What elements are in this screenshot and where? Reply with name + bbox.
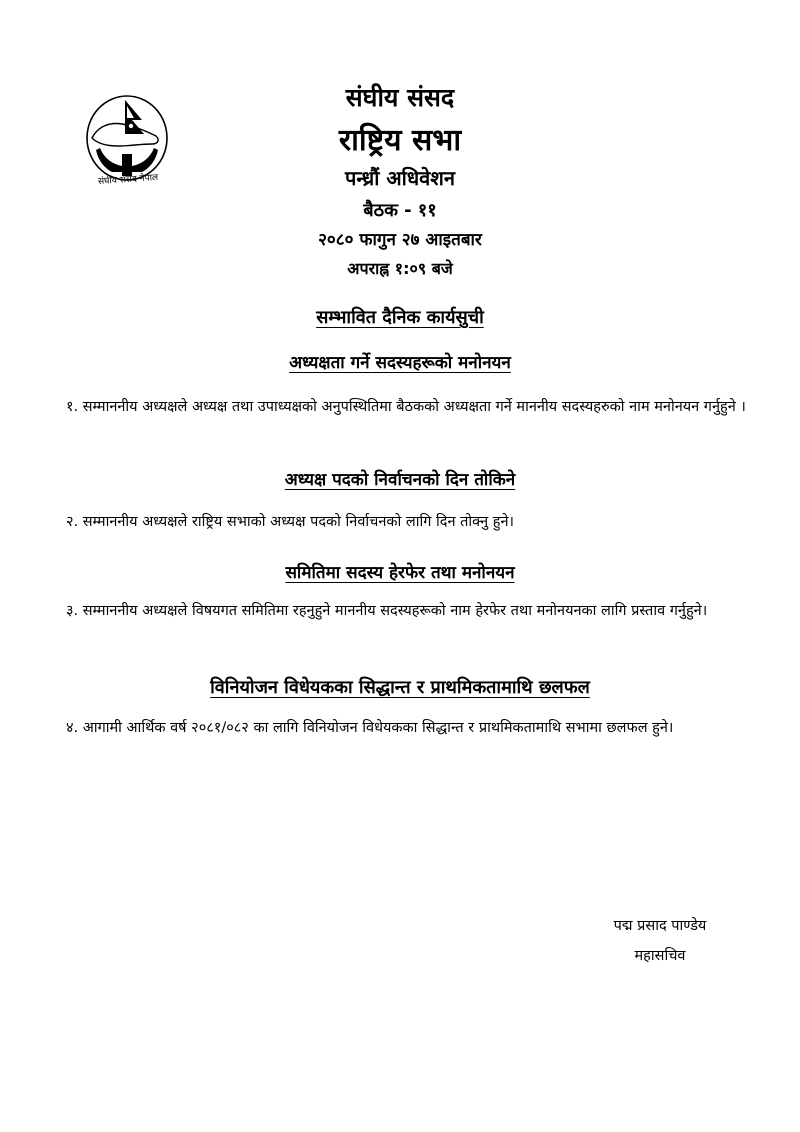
emblem-caption: संघीय संसद नेपाल bbox=[97, 172, 159, 188]
agenda-item: २. सम्माननीय अध्यक्षले राष्ट्रिय सभाको अध्यक्ष पदको निर्वाचनको लागि दिन तोक्नु हुने। bbox=[66, 514, 514, 530]
header-meeting-number: बैठक - ११ bbox=[363, 200, 437, 221]
agenda-item: १. सम्माननीय अध्यक्षले अध्यक्ष तथा उपाध्यक्षको अनुपस्थितिमा बैठकको अध्यक्षता गर्ने माननीय सदस्यहरुको नाम मनोनयन गर्नुहुने । bbox=[66, 399, 746, 415]
section-title: समितिमा सदस्य हेरफेर तथा मनोनयन bbox=[285, 563, 515, 583]
agenda-item: ४. आगामी आर्थिक वर्ष २०८१/०८२ का लागि विनियोजन विधेयकका सिद्धान्त र प्राथमिकतामाथि सभामा छलफल हुने। bbox=[66, 720, 674, 736]
header-date: २०८० फागुन २७ आइतबार bbox=[318, 230, 482, 250]
signatory-title: महासचिव bbox=[634, 948, 686, 964]
section-title: विनियोजन विधेयकका सिद्धान्त र प्राथमिकतामाथि छलफल bbox=[210, 677, 590, 698]
header-national-assembly: राष्ट्रिय सभा bbox=[338, 123, 462, 158]
signatory-name: पद्म प्रसाद पाण्डेय bbox=[613, 918, 707, 934]
agenda-title: सम्भावित दैनिक कार्यसुची bbox=[316, 307, 484, 328]
header-parliament: संघीय संसद bbox=[345, 83, 455, 112]
agenda-item: ३. सम्माननीय अध्यक्षले विषयगत समितिमा रहनुहुने माननीय सदस्यहरूको नाम हेरफेर तथा मनोनयनका लागि प्रस्ताव गर्नुहुने। bbox=[66, 603, 708, 619]
parliament-emblem bbox=[82, 86, 172, 196]
header-session: पन्ध्रौं अधिवेशन bbox=[345, 166, 455, 190]
section-title: अध्यक्ष पदको निर्वाचनको दिन तोकिने bbox=[284, 470, 516, 490]
section-title: अध्यक्षता गर्ने सदस्यहरूको मनोनयन bbox=[289, 353, 511, 373]
header-time: अपराह्न १:०९ बजे bbox=[347, 259, 453, 278]
